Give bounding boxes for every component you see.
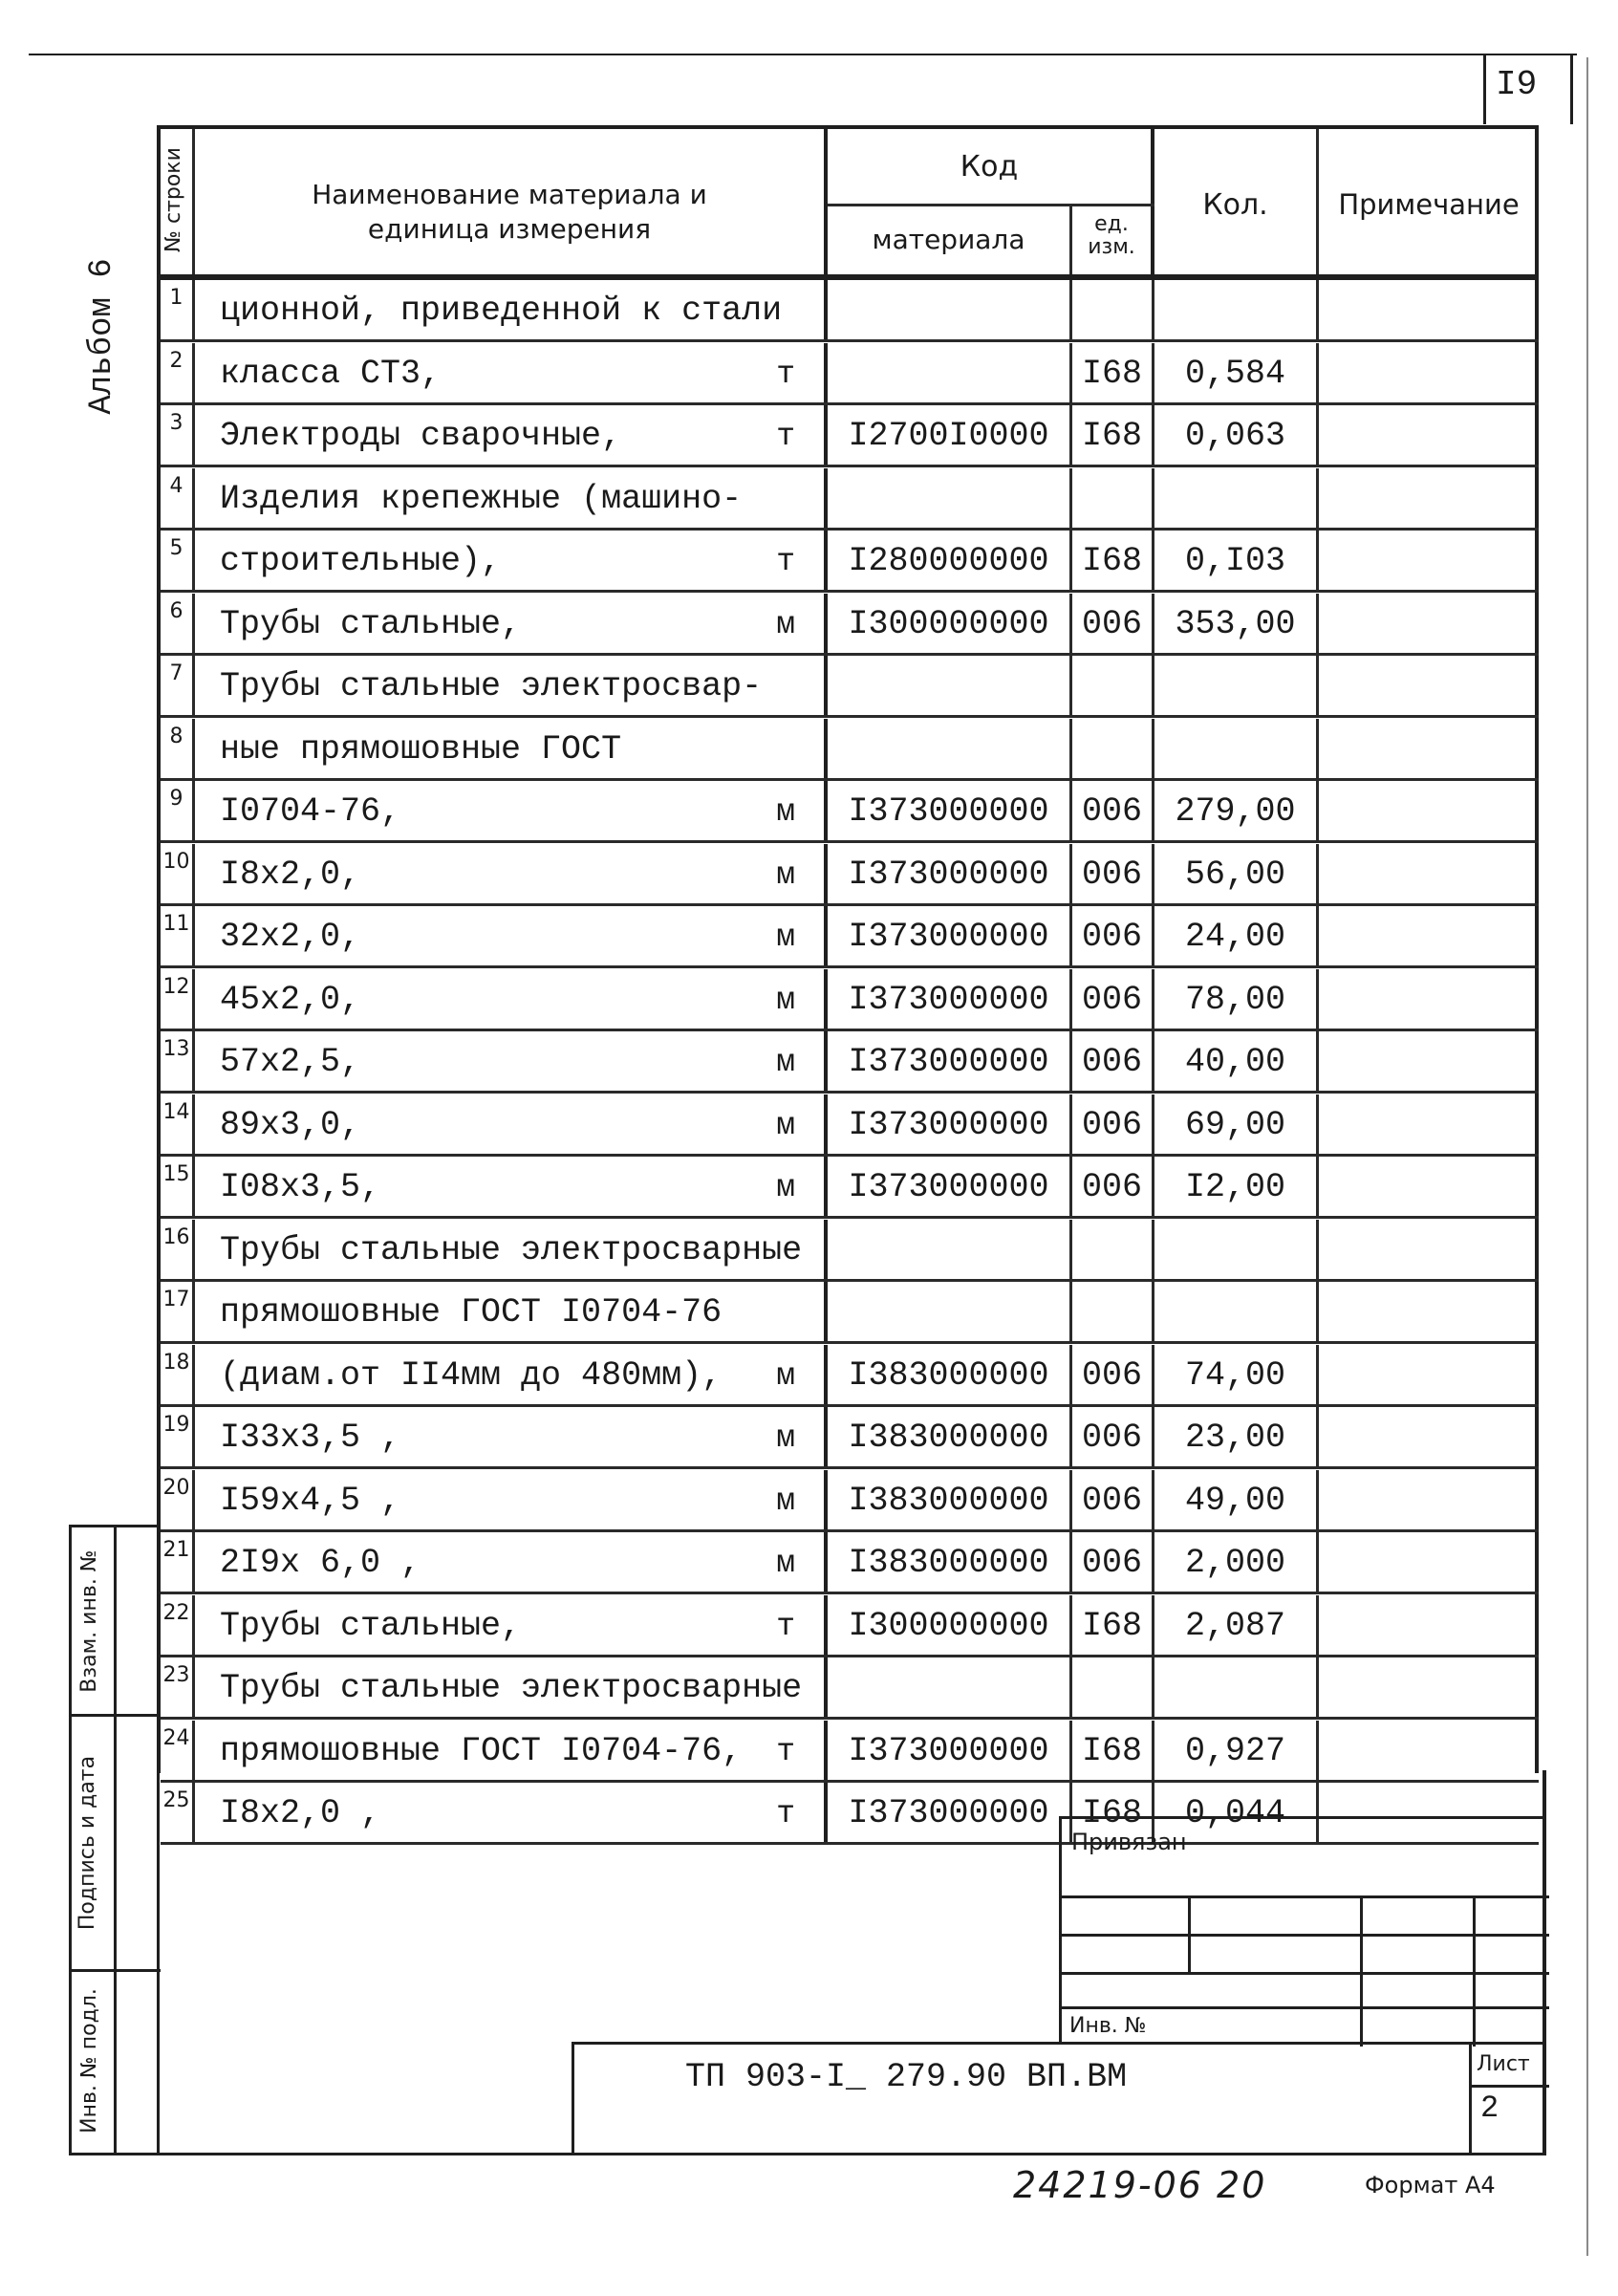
row-name	[195, 1407, 828, 1466]
row-name	[195, 719, 828, 778]
row-number: 14	[161, 1094, 195, 1154]
row-unit-code: 006	[1072, 1157, 1154, 1216]
row-quantity: 279,00	[1154, 781, 1319, 840]
row-note	[1319, 1657, 1539, 1717]
header-code-material: материала	[872, 224, 1025, 255]
row-name-text: (диам.от II4мм до 480мм),	[220, 1355, 723, 1395]
row-unit-code: 006	[1072, 844, 1154, 903]
table-row	[161, 656, 1539, 718]
row-name-text: 89x3,0,	[220, 1105, 361, 1144]
row-name-text: Изделия крепежные (машино-	[220, 479, 743, 518]
row-material-code	[828, 343, 1072, 402]
row-note	[1319, 1282, 1539, 1341]
row-unit-code: I68	[1072, 343, 1154, 402]
row-note	[1319, 280, 1539, 339]
header-note-cell	[1319, 129, 1539, 274]
header-code: Код	[960, 150, 1019, 184]
row-name	[195, 1595, 828, 1655]
row-material-code: I383000000	[828, 1345, 1072, 1404]
table-row	[161, 844, 1539, 906]
row-unit-code	[1072, 280, 1154, 339]
row-name-text: I33x3,5 ,	[220, 1419, 401, 1457]
table-row	[161, 1407, 1539, 1469]
header-name-cell	[195, 129, 828, 274]
table-row	[161, 531, 1539, 593]
table-row	[161, 719, 1539, 781]
row-note	[1319, 1031, 1539, 1091]
row-unit-code: 006	[1072, 1345, 1154, 1404]
privyazan-label: Привязан	[1071, 1829, 1187, 1855]
stamp-podpis-data: Подпись и дата	[76, 1755, 99, 1931]
row-name-text: Трубы стальные,	[220, 604, 522, 643]
row-unit-code: 006	[1072, 1407, 1154, 1466]
row-number: 16	[161, 1220, 195, 1279]
table-header	[161, 129, 1539, 280]
row-material-code: I373000000	[828, 1721, 1072, 1780]
row-note	[1319, 1595, 1539, 1655]
row-unit-code: 006	[1072, 1094, 1154, 1154]
row-note	[1319, 343, 1539, 402]
row-name-text: класса СТ3,	[220, 354, 442, 393]
row-unit: м	[776, 1357, 795, 1394]
privyazan-block	[1059, 1816, 1546, 2044]
row-unit-code: 006	[1072, 1470, 1154, 1529]
row-unit: м	[776, 982, 795, 1018]
album-label: Альбом 6	[84, 258, 120, 415]
row-name-text: I0704-76,	[220, 792, 401, 831]
row-name	[195, 1157, 828, 1216]
binding-strip	[69, 1525, 161, 2155]
row-number: 23	[161, 1657, 195, 1717]
table-row	[161, 1094, 1539, 1157]
right-edge-line	[1586, 57, 1588, 2256]
header-name-line2: единица измерения	[367, 213, 652, 245]
row-name	[195, 656, 828, 715]
list-number: 2	[1480, 2090, 1499, 2126]
row-number: 15	[161, 1157, 195, 1216]
row-note	[1319, 656, 1539, 715]
row-quantity: 0,927	[1154, 1721, 1319, 1780]
row-number: 9	[161, 781, 195, 840]
row-note	[1319, 531, 1539, 590]
row-number: 3	[161, 405, 195, 465]
inv-no-label: Инв. №	[1069, 2014, 1147, 2038]
row-quantity: 69,00	[1154, 1094, 1319, 1154]
row-number: 7	[161, 656, 195, 715]
header-code-material-cell	[828, 206, 1072, 274]
stamp-inv-podl: Инв. № подл.	[77, 1988, 101, 2134]
row-name-text: Электроды сварочные,	[220, 417, 622, 455]
row-name-text: ные прямошовные ГОСТ	[220, 729, 622, 769]
row-unit-code: 006	[1072, 906, 1154, 965]
row-material-code	[828, 280, 1072, 339]
row-name	[195, 405, 828, 465]
row-name	[195, 1532, 828, 1592]
row-unit: м	[776, 1546, 795, 1581]
row-name	[195, 280, 828, 339]
row-number: 20	[161, 1470, 195, 1529]
row-name	[195, 1094, 828, 1154]
row-name	[195, 969, 828, 1029]
row-name	[195, 1345, 828, 1404]
table-row	[161, 1220, 1539, 1282]
row-quantity: 74,00	[1154, 1345, 1319, 1404]
row-quantity: 56,00	[1154, 844, 1319, 903]
row-unit: т	[776, 356, 795, 392]
row-name-text: I59x4,5 ,	[220, 1481, 401, 1520]
row-name	[195, 1220, 828, 1279]
row-number: 13	[161, 1031, 195, 1091]
row-unit-code: I68	[1072, 1595, 1154, 1655]
row-name	[195, 906, 828, 965]
row-name-text: Трубы стальные,	[220, 1606, 522, 1645]
row-number: 22	[161, 1595, 195, 1655]
table-row	[161, 781, 1539, 843]
row-unit-code	[1072, 656, 1154, 715]
table-row	[161, 1595, 1539, 1657]
row-name	[195, 1031, 828, 1091]
table-row	[161, 1031, 1539, 1094]
handwritten-number: 24219-06 20	[1013, 2164, 1267, 2206]
header-code-cell	[828, 129, 1154, 274]
row-unit: м	[776, 794, 795, 830]
row-number: 18	[161, 1345, 195, 1404]
row-name-text: 2I9x 6,0 ,	[220, 1544, 421, 1582]
row-unit-code: I68	[1072, 531, 1154, 590]
doc-code: ТП 903-I_ 279.90 ВП.ВМ	[685, 2058, 1128, 2096]
row-name	[195, 468, 828, 528]
row-unit: м	[776, 1483, 795, 1519]
row-material-code: I373000000	[828, 1783, 1072, 1842]
row-material-code	[828, 1282, 1072, 1341]
row-quantity: 2,087	[1154, 1595, 1319, 1655]
row-note	[1319, 594, 1539, 653]
row-name	[195, 1282, 828, 1341]
row-unit-code: I68	[1072, 405, 1154, 465]
row-unit-code: 006	[1072, 781, 1154, 840]
row-unit: м	[776, 1107, 795, 1143]
row-name-text: I8x2,0 ,	[220, 1794, 381, 1832]
row-material-code: I373000000	[828, 1031, 1072, 1091]
row-number: 24	[161, 1721, 195, 1780]
row-unit: т	[776, 419, 795, 454]
row-note	[1319, 405, 1539, 465]
row-unit-code: 006	[1072, 594, 1154, 653]
row-number: 17	[161, 1282, 195, 1341]
row-note	[1319, 1532, 1539, 1592]
row-quantity	[1154, 280, 1319, 339]
row-quantity	[1154, 719, 1319, 778]
row-material-code: I383000000	[828, 1407, 1072, 1466]
row-quantity	[1154, 1657, 1319, 1717]
row-note	[1319, 1345, 1539, 1404]
row-quantity: 353,00	[1154, 594, 1319, 653]
list-label: Лист	[1477, 2052, 1530, 2076]
row-material-code: I373000000	[828, 1157, 1072, 1216]
row-number: 25	[161, 1783, 195, 1842]
row-quantity	[1154, 1282, 1319, 1341]
header-note: Примечание	[1338, 188, 1520, 221]
row-note	[1319, 781, 1539, 840]
row-unit: м	[776, 856, 795, 893]
row-unit: т	[776, 544, 795, 579]
row-quantity: 78,00	[1154, 969, 1319, 1029]
row-note	[1319, 719, 1539, 778]
materials-table	[157, 125, 1539, 1832]
row-name-text: строительные),	[220, 542, 502, 580]
row-note	[1319, 906, 1539, 965]
row-unit: м	[776, 1045, 795, 1080]
table-row	[161, 969, 1539, 1031]
table-row	[161, 1157, 1539, 1219]
table-row	[161, 405, 1539, 467]
row-material-code	[828, 719, 1072, 778]
header-row-num: № строки	[162, 147, 185, 252]
row-name-text: ционной, приведенной к стали	[220, 292, 783, 330]
row-note	[1319, 1470, 1539, 1529]
table-row	[161, 1657, 1539, 1720]
row-note	[1319, 1094, 1539, 1154]
row-number: 5	[161, 531, 195, 590]
row-quantity: 23,00	[1154, 1407, 1319, 1466]
row-name	[195, 1657, 828, 1717]
row-name-text: Трубы стальные электросварные	[220, 1669, 803, 1707]
table-row	[161, 1282, 1539, 1344]
row-note	[1319, 1407, 1539, 1466]
row-material-code: I373000000	[828, 844, 1072, 903]
top-rule	[29, 54, 1577, 55]
format-label: Формат А4	[1365, 2172, 1496, 2199]
table-row	[161, 594, 1539, 656]
row-name-text: 57x2,5,	[220, 1043, 361, 1081]
row-number: 1	[161, 280, 195, 339]
row-number: 10	[161, 844, 195, 903]
row-unit-code	[1072, 719, 1154, 778]
row-quantity: 0,584	[1154, 343, 1319, 402]
row-name	[195, 594, 828, 653]
row-material-code: I373000000	[828, 1094, 1072, 1154]
table-row	[161, 1470, 1539, 1532]
doc-code-block	[572, 2042, 1546, 2155]
row-material-code	[828, 656, 1072, 715]
row-unit: м	[776, 606, 795, 642]
row-quantity	[1154, 656, 1319, 715]
row-material-code: I300000000	[828, 1595, 1072, 1655]
row-note	[1319, 1220, 1539, 1279]
row-material-code: I373000000	[828, 969, 1072, 1029]
row-note	[1319, 1157, 1539, 1216]
table-row	[161, 906, 1539, 968]
row-name-text: 45x2,0,	[220, 980, 361, 1019]
sheet-corner-number: I9	[1496, 65, 1538, 104]
row-number: 4	[161, 468, 195, 528]
row-quantity: 49,00	[1154, 1470, 1319, 1529]
header-code-unit: ед. изм.	[1088, 212, 1135, 259]
header-name-line1: Наименование материала и	[312, 179, 707, 210]
row-unit-code: I68	[1072, 1721, 1154, 1780]
row-name-text: прямошовные ГОСТ I0704-76,	[220, 1731, 743, 1770]
row-name	[195, 1470, 828, 1529]
row-note	[1319, 468, 1539, 528]
row-number: 8	[161, 719, 195, 778]
row-unit-code	[1072, 468, 1154, 528]
row-unit: м	[776, 1420, 795, 1456]
row-unit: т	[776, 1733, 795, 1769]
row-number: 19	[161, 1407, 195, 1466]
row-unit-code: 006	[1072, 1031, 1154, 1091]
row-number: 12	[161, 969, 195, 1029]
row-name	[195, 531, 828, 590]
row-quantity: 2,000	[1154, 1532, 1319, 1592]
row-unit-code: 006	[1072, 969, 1154, 1029]
row-name	[195, 781, 828, 840]
row-name-text: I8x2,0,	[220, 855, 361, 894]
table-row	[161, 468, 1539, 531]
row-unit-code	[1072, 1657, 1154, 1717]
row-quantity: 40,00	[1154, 1031, 1319, 1091]
table-row	[161, 1345, 1539, 1407]
row-name	[195, 343, 828, 402]
row-quantity: I2,00	[1154, 1157, 1319, 1216]
row-note	[1319, 969, 1539, 1029]
row-number: 2	[161, 343, 195, 402]
row-material-code: I383000000	[828, 1532, 1072, 1592]
row-quantity	[1154, 468, 1319, 528]
stamp-vzam-inv: Взам. инв. №	[77, 1549, 101, 1693]
row-name-text: I08x3,5,	[220, 1168, 381, 1206]
header-row-num-cell	[161, 129, 195, 274]
row-material-code: I280000000	[828, 531, 1072, 590]
row-unit: м	[776, 920, 795, 955]
sheet-corner-box	[1483, 54, 1573, 124]
row-note	[1319, 844, 1539, 903]
table-row	[161, 343, 1539, 405]
row-quantity: 0,063	[1154, 405, 1319, 465]
row-material-code	[828, 1657, 1072, 1717]
row-material-code: I2700I0000	[828, 405, 1072, 465]
row-material-code: I373000000	[828, 781, 1072, 840]
row-unit-code	[1072, 1220, 1154, 1279]
row-material-code: I373000000	[828, 906, 1072, 965]
row-unit-code: 006	[1072, 1532, 1154, 1592]
row-number: 11	[161, 906, 195, 965]
header-qty-cell	[1154, 129, 1319, 274]
row-name	[195, 844, 828, 903]
row-material-code	[828, 468, 1072, 528]
row-unit: т	[776, 1796, 795, 1831]
row-material-code: I383000000	[828, 1470, 1072, 1529]
row-quantity: 0,044	[1154, 1783, 1319, 1842]
table-row	[161, 280, 1539, 342]
row-unit-code: I68	[1072, 1783, 1154, 1842]
row-unit-code	[1072, 1282, 1154, 1341]
row-number: 6	[161, 594, 195, 653]
row-unit: т	[776, 1608, 795, 1644]
row-name-text: Трубы стальные электросвар-	[220, 667, 763, 705]
row-name-text: 32x2,0,	[220, 918, 361, 956]
row-unit: м	[776, 1170, 795, 1205]
row-quantity: 24,00	[1154, 906, 1319, 965]
row-name-text: Трубы стальные электросварные	[220, 1230, 803, 1269]
header-qty: Кол.	[1202, 188, 1268, 222]
row-material-code: I300000000	[828, 594, 1072, 653]
table-row	[161, 1532, 1539, 1594]
row-number: 21	[161, 1532, 195, 1592]
row-name-text: прямошовные ГОСТ I0704-76	[220, 1293, 723, 1332]
row-quantity: 0,I03	[1154, 531, 1319, 590]
row-material-code	[828, 1220, 1072, 1279]
row-quantity	[1154, 1220, 1319, 1279]
